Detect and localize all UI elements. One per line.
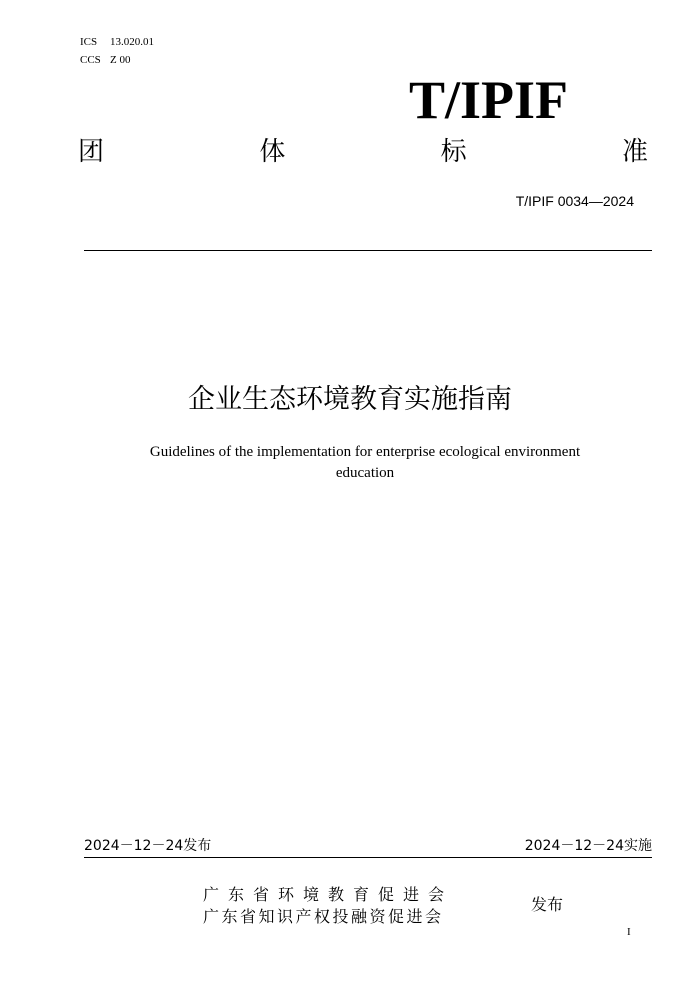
page-number: I — [627, 926, 631, 938]
implement-date: 2024－12－24实施 — [524, 838, 652, 854]
publish-date: 2024－12－24发布 — [84, 838, 212, 854]
document-title-zh: 企业生态环境教育实施指南 — [188, 384, 512, 415]
ics-code: 13.020.01 — [110, 36, 154, 48]
standard-type-char: 团 — [78, 137, 105, 167]
ics-label: ICS — [80, 36, 98, 48]
publish-label: 发布 — [531, 895, 564, 914]
standard-logo: T/IPIF — [409, 70, 569, 130]
issuer-1: 广东省环境教育促进会 — [203, 885, 454, 904]
ics-row — [80, 33, 154, 51]
document-title-en: Guidelines of the implementation for enterprise ecological environment education — [149, 444, 581, 481]
standard-type-char: 标 — [440, 137, 467, 167]
ccs-label: CCS — [80, 54, 101, 66]
ccs-code: Z 00 — [110, 54, 131, 66]
standard-type — [78, 134, 648, 170]
standard-type-char: 体 — [259, 137, 286, 167]
header-divider — [84, 250, 652, 251]
issuing-organizations — [203, 884, 453, 928]
standard-type-char: 准 — [621, 137, 648, 167]
classification-codes — [80, 33, 154, 69]
issuer-2: 广东省知识产权投融资促进会 — [203, 907, 444, 926]
ccs-row — [80, 51, 154, 69]
standard-number: T/IPIF 0034—2024 — [515, 193, 634, 209]
footer-divider — [84, 857, 652, 858]
